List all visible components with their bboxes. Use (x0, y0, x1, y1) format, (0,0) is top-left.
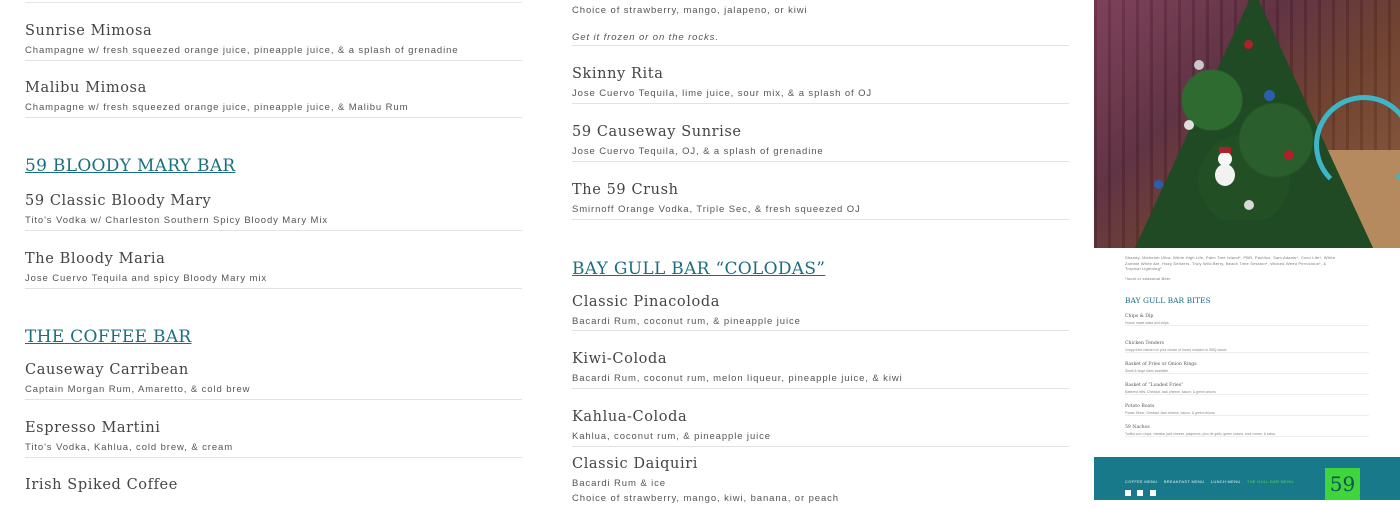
menu-item-description: Kahlua, coconut rum, & pineapple juice (572, 431, 771, 442)
menu-item-name: Sunrise Mimosa (25, 23, 153, 39)
mini-intro-line: Zombie White Ale, Hazy Seltzers, Truly Wild Berry, Beach Time Session*, Wicked Weed Pernicious*, & (1125, 261, 1327, 266)
menu-item (25, 251, 522, 289)
menu-item-name: Malibu Mimosa (25, 80, 147, 96)
mini-item-desc: Potato Skins, Cheddar Jack cheese, bacon, & green onions. (1125, 411, 1216, 415)
ornament (1194, 60, 1204, 70)
christmas-tree-photo (1094, 0, 1400, 248)
mini-item-desc: Crispy fried chicken w/ your choice of honey mustard or BBQ sauce. (1125, 348, 1228, 352)
menu-item (572, 124, 1069, 162)
menu-item-name: Kahlua-Coloda (572, 409, 688, 425)
divider (25, 2, 522, 3)
menu-item-name: The Bloody Maria (25, 251, 166, 267)
footer-link-gull-bar[interactable]: THE GULL BAR MENU (1246, 479, 1294, 484)
mini-item-desc: Small & large sizes available. (1125, 369, 1170, 373)
mini-menu-item (1125, 341, 1369, 353)
menu-item-name: Skinny Rita (572, 66, 664, 82)
mini-intro-line: Tropical Lightning* (1125, 266, 1162, 271)
footer-link-breakfast[interactable]: BREAKFAST MENU (1163, 479, 1205, 484)
menu-item-name: 59 Classic Bloody Mary (25, 193, 212, 209)
mini-item-desc: House made salsa and chips. (1125, 321, 1170, 325)
mini-intro-line: Shandy, Michelob Ultra, White High Life, Palm Tree Island*, PBR, Pacifico, Sam Adams*, Coco Lite*, White (1125, 255, 1336, 260)
mini-menu-item (1125, 314, 1369, 326)
ornament (1244, 40, 1253, 49)
brand-logo: 59 (1325, 468, 1360, 500)
menu-item-description-extra: Choice of strawberry, mango, kiwi, banana, or peach (572, 493, 839, 504)
menu-item (25, 477, 522, 507)
facebook-icon[interactable] (1150, 490, 1156, 496)
ornament (1154, 180, 1163, 189)
ornament (1184, 120, 1194, 130)
mini-menu-preview (1094, 248, 1400, 457)
mini-item-name: Chicken Tenders (1125, 341, 1165, 346)
mini-section-heading: BAY GULL BAR BITES (1125, 296, 1211, 305)
menu-item-description: Jose Cuervo Tequila and spicy Bloody Mary mix (25, 273, 268, 284)
mini-item-desc: Battered fries, Cheddar Jack cheese, bacon, & green onions. (1125, 390, 1217, 394)
intro-note-row (572, 32, 1069, 46)
footer-link-lunch[interactable]: LUNCH MENU (1210, 479, 1241, 484)
mini-menu-item (1125, 383, 1369, 395)
intro-note: Get it frozen or on the rocks. (572, 32, 719, 43)
footer-link-coffee[interactable]: COFFEE MENU (1125, 479, 1158, 484)
mini-item-name: Potato Boats (1125, 404, 1155, 409)
menu-item-description: Jose Cuervo Tequila, lime juice, sour mix, & a splash of OJ (572, 88, 873, 99)
mini-menu-item (1125, 404, 1369, 416)
section-heading-bloody-mary[interactable]: 59 BLOODY MARY BAR (25, 156, 236, 176)
social-icons (1125, 490, 1158, 500)
left-menu-column (25, 0, 522, 500)
menu-item-description: Bacardi Rum, coconut rum, melon liqueur, pineapple juice, & kiwi (572, 373, 903, 384)
mini-item-name: Chips & Dip (1125, 314, 1154, 319)
menu-item-name: Espresso Martini (25, 420, 161, 436)
menu-item (572, 294, 1069, 331)
menu-item (572, 182, 1069, 220)
menu-item-name: Kiwi-Coloda (572, 351, 668, 367)
menu-item (25, 23, 522, 61)
menu-item-description: Tito's Vodka, Kahlua, cold brew, & cream (25, 442, 234, 453)
menu-item-name: Classic Daiquiri (572, 456, 698, 472)
page-preview-thumbnail (1094, 0, 1400, 500)
menu-item-name: Irish Spiked Coffee (25, 477, 178, 493)
menu-item-name: Causeway Carribean (25, 362, 189, 378)
menu-item-name: Classic Pinacoloda (572, 294, 720, 310)
menu-item-description: Bacardi Rum & ice (572, 478, 666, 489)
mini-menu-item (1125, 362, 1369, 374)
ornament (1264, 90, 1275, 101)
snowman-ornament (1212, 150, 1238, 190)
ornament (1284, 150, 1294, 160)
menu-item-description: Smirnoff Orange Vodka, Triple Sec, & fresh squeezed OJ (572, 204, 861, 215)
mini-menu-item (1125, 425, 1369, 437)
menu-item (25, 420, 522, 458)
footer-nav (1125, 479, 1299, 484)
menu-item-description: Captain Morgan Rum, Amaretto, & cold brew (25, 384, 251, 395)
menu-item-description: Champagne w/ fresh squeezed orange juice, pineapple juice, & Malibu Rum (25, 102, 409, 113)
menu-item (25, 362, 522, 400)
instagram-icon[interactable] (1137, 490, 1143, 496)
menu-item (572, 66, 1069, 104)
menu-item-name: 59 Causeway Sunrise (572, 124, 742, 140)
section-heading-colodas[interactable]: BAY GULL BAR “COLODAS” (572, 259, 826, 279)
menu-item-description: Champagne w/ fresh squeezed orange juice, pineapple juice, & a splash of grenadine (25, 45, 459, 56)
menu-item (572, 351, 1069, 389)
facebook-icon[interactable] (1125, 490, 1131, 496)
menu-item-description: Bacardi Rum, coconut rum, & pineapple juice (572, 316, 801, 327)
menu-item (572, 409, 1069, 447)
menu-item-name: The 59 Crush (572, 182, 679, 198)
mini-footer (1094, 457, 1400, 500)
menu-item (25, 80, 522, 118)
ornament (1244, 200, 1254, 210)
mini-item-desc: Tortilla corn chips, cheddar jack cheese, jalapenos, pico de gallo, green onions, sour cream, & salsa. (1125, 432, 1276, 436)
menu-item (572, 456, 1069, 506)
mini-item-name: Basket of “Loaded Fries” (1125, 383, 1184, 388)
mini-item-name: Basket of Fries or Onion Rings (1125, 362, 1197, 367)
mini-intro-note: *local or seasonal Beer (1125, 276, 1171, 281)
menu-item-description: Tito's Vodka w/ Charleston Southern Spicy Bloody Mary Mix (25, 215, 329, 226)
menu-item-description: Jose Cuervo Tequila, OJ, & a splash of grenadine (572, 146, 824, 157)
section-heading-coffee-bar[interactable]: THE COFFEE BAR (25, 327, 192, 347)
middle-menu-column (572, 0, 1069, 504)
menu-item (25, 193, 522, 231)
mini-item-name: 59 Nachos (1125, 425, 1150, 430)
intro-line: Choice of strawberry, mango, jalapeno, or kiwi (572, 5, 808, 16)
